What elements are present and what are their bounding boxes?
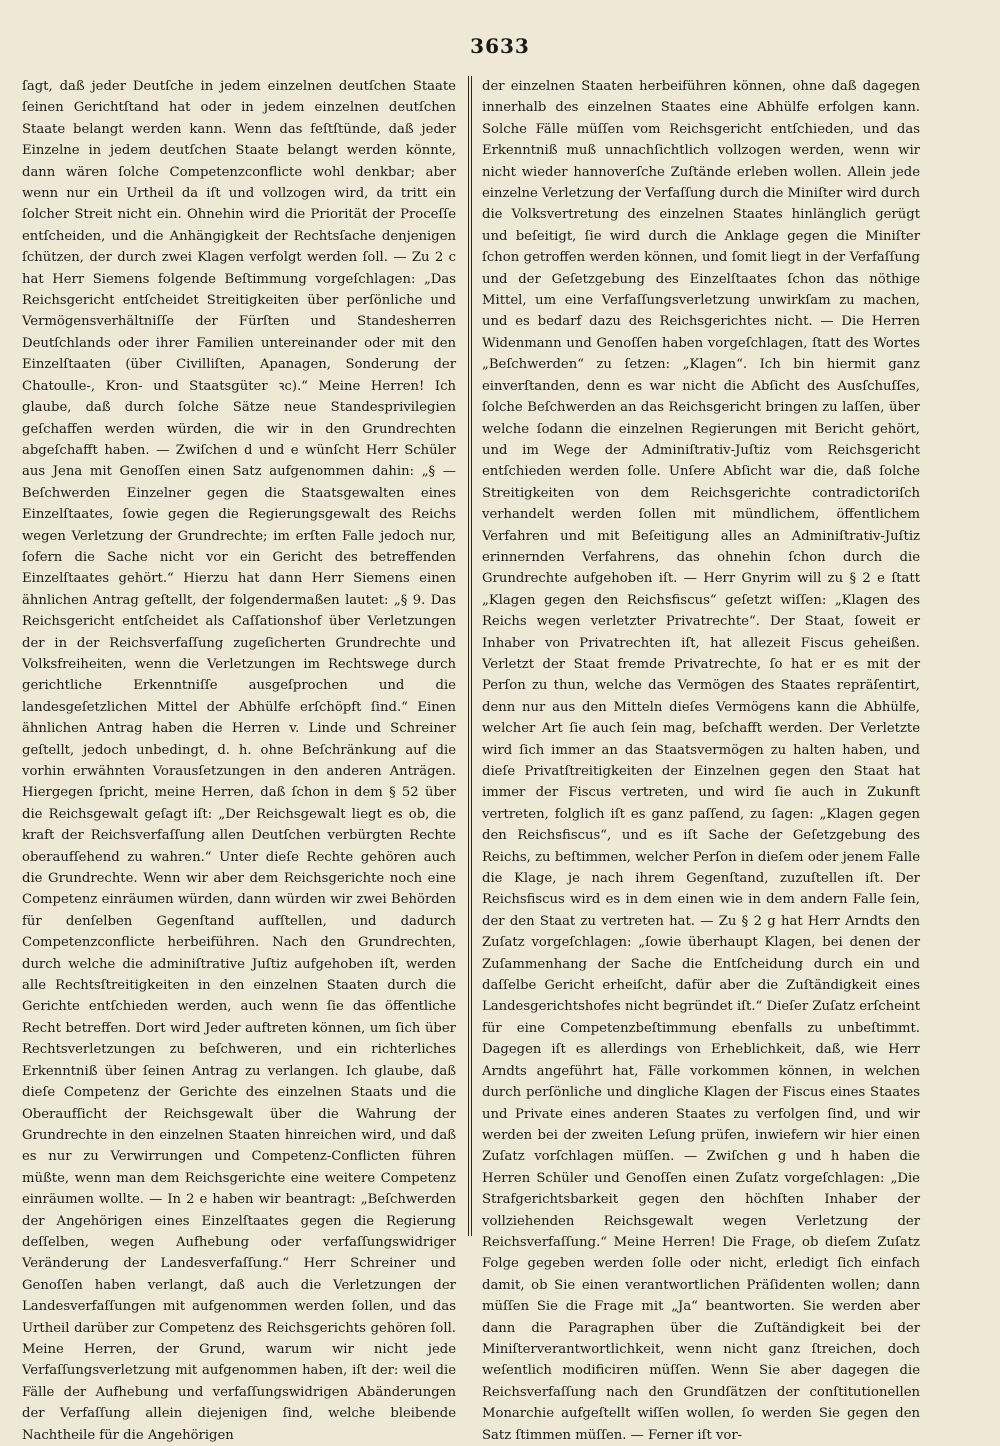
page-number: 3633 [470,34,530,58]
text-column-right [482,76,921,1443]
column-divider [468,76,472,1236]
text-column-left [22,76,456,1443]
column-right-text: der einzelnen Staaten herbeiführen können, ohne daß dagegen innerhalb des einzelnen Staates eine Abhülfe erfolgen kann. Solche Fälle müſſen vom Reichsgericht entſchieden, und das Erkenntniß muß unnachſichtlich vollzogen werden, wenn wir nicht wieder hannoverſche Zuſtände erleben wollen. Allein jede einzelne Verletzung der Verfaſſung durch die Miniſter wird durch die Volksvertretung des einzelnen Staates hinlänglich gerügt und beſeitigt, ſie wird durch die Anklage gegen die Miniſter ſchon getroffen werden können, und ſomit liegt in der Verfaſſung und der Geſetzgebung des Einzelſtaates ſchon das nöthige Mittel, um eine Verfaſſungsverletzung unwirkſam zu machen, und es bedarf dazu des Reichsgerichtes nicht. — Die Herren Widenmann und Genoſſen haben vorgeſchlagen, ſtatt des Wortes „Beſchwerden“ zu ſetzen: „Klagen“. Ich bin hiermit ganz einverſtanden, denn es war nicht die Abſicht des Ausſchuſſes, ſolche Beſchwerden an das Reichsgericht bringen zu laſſen, über welche ſodann die einzelnen Regierungen mit Bericht gehört, und im Wege der Adminiſtrativ-Juſtiz vom Reichsgericht entſchieden werden ſolle. Unſere Abſicht war die, daß ſolche Streitigkeiten von dem Reichsgerichte contradictoriſch verhandelt werden ſollen mit mündlichem, öffentlichem Verfahren und mit Beſeitigung alles an Adminiſtrativ-Juſtiz erinnernden Verfahrens, das ohnehin ſchon durch die Grundrechte aufgehoben iſt. — Herr Gnyrim will zu § 2 e ſtatt „Klagen gegen den Reichsfiscus“ geſetzt wiſſen: „Klagen des Reichs wegen verletzter Privatrechte“. Der Staat, ſoweit er Inhaber von Privatrechten iſt, hat allezeit Fiscus geheißen. Verletzt der Staat fremde Privatrechte, ſo hat er es mit der Perſon zu thun, welche das Vermögen des Staates repräſentirt, denn nur aus den Mitteln dieſes Vermögens kann die Abhülfe, welcher Art ſie auch ſein mag, beſchafft werden. Der Verletzte wird ſich immer an das Staatsvermögen zu halten haben, und dieſe Privatſtreitigkeiten der Einzelnen gegen den Staat hat immer der Fiscus vertreten, und wird ſie auch in Zukunft vertreten, folglich iſt es ganz paſſend, zu ſagen: „Klagen gegen den Reichsfiscus“, und es iſt Sache der Geſetzgebung des Reichs, zu beſtimmen, welcher Perſon in dieſem oder jenem Falle die Klage, je nach ihrem Gegenſtand, zuzuſtellen iſt. Der Reichsfiscus wird es in dem einen wie in dem andern Falle ſein, der den Staat zu vertreten hat. — Zu § 2 g hat Herr Arndts den Zuſatz vorgeſchlagen: „ſowie überhaupt Klagen, bei denen der Zuſammenhang der Sache die Entſcheidung durch ein und daſſelbe Gericht erheiſcht, dafür aber die Zuſtändigkeit eines Landesgerichtshofes nicht begründet iſt.“ Dieſer Zuſatz erſcheint für eine Competenzbeſtimmung ebenfalls zu unbeſtimmt. Dagegen iſt es allerdings von Erheblichkeit, daß, wie Herr Arndts angeführt hat, Fälle vorkommen können, in welchen durch perſönliche und dingliche Klagen der Fiscus eines Staates und Private eines anderen Staates zu verfolgen ſind, und wir werden bei der zweiten Leſung prüfen, inwiefern wir hier einen Zuſatz vorſchlagen müſſen. — Zwiſchen g und h haben die Herren Schüler und Genoſſen einen Zuſatz vorgeſchlagen: „Die Strafgerichtsbarkeit gegen den höchſten Inhaber der vollziehenden Reichsgewalt wegen Verletzung der Reichsverfaſſung.“ Meine Herren! Die Frage, ob dieſem Zuſatz Folge gegeben werden ſolle oder nicht, erledigt ſich einfach damit, ob Sie einen verantwortlichen Präſidenten wollen; dann müſſen Sie die Frage mit „Ja“ beantworten. Sie werden aber dann die Paragraphen über die Zuſtändigkeit bei der Miniſterverantwortlichkeit, wenn nicht ganz ſtreichen, doch weſentlich modificiren müſſen. Wenn Sie aber dagegen die Reichsverfaſſung nach den Grundſätzen der conſtitutionellen Monarchie aufgeſtellt wiſſen wollen, ſo werden Sie gegen den Satz ſtimmen müſſen. — Ferner iſt vor- [482,79,921,1443]
column-left-text: ſagt, daß jeder Deutſche in jedem einzelnen deutſchen Staate ſeinen Gerichtſtand hat oder in jedem einzelnen deutſchen Staate belangt werden kann. Wenn das feſtſtünde, daß jeder Einzelne in jedem deutſchen Staate belangt werden könnte, dann wären ſolche Competenzconflicte wohl denkbar; aber wenn nur ein Urtheil da iſt und vollzogen wird, da tritt ein ſolcher Streit nicht ein. Ohnehin wird die Priorität der Proceſſe entſcheiden, und die Anhängigkeit der Rechtsſache denjenigen ſchützen, der durch zwei Klagen verfolgt werden ſoll. — Zu 2 c hat Herr Siemens folgende Beſtimmung vorgeſchlagen: „Das Reichsgericht entſcheidet Streitigkeiten über perſönliche und Vermögensverhältniſſe der Fürſten und Standesherren Deutſchlands oder ihrer Familien untereinander oder mit den Einzelſtaaten (über Civilliſten, Apanagen, Sonderung der Chatoulle-, Kron- und Staatsgüter ꝛc).“ Meine Herren! Ich glaube, daß durch ſolche Sätze neue Standesprivilegien geſchaffen werden würden, die wir in den Grundrechten abgeſchafft haben. — Zwiſchen d und e wünſcht Herr Schüler aus Jena mit Genoſſen einen Satz aufgenommen dahin: „§ — Beſchwerden Einzelner gegen die Staatsgewalten eines Einzelſtaates, ſowie gegen die Regierungsgewalt des Reichs wegen Verletzung der Grundrechte; im erſten Falle jedoch nur, ſofern die Sache nicht vor ein Gericht des betreffenden Einzelſtaates gehört.“ Hierzu hat dann Herr Siemens einen ähnlichen Antrag geſtellt, der folgendermaßen lautet: „§ 9. Das Reichsgericht entſcheidet als Caſſationshof über Verletzungen der in der Reichsverfaſſung zugeſicherten Grundrechte und Volksfreiheiten, wenn die Verletzungen im Rechtswege durch gerichtliche Erkenntniſſe ausgeſprochen und die landesgeſetzlichen Mittel der Abhülfe erſchöpft ſind.“ Einen ähnlichen Antrag haben die Herren v. Linde und Schreiner geſtellt, jedoch unbedingt, d. h. ohne Beſchränkung auf die vorhin erwähnten Vorausſetzungen in den anderen Anträgen. Hiergegen ſpricht, meine Herren, daß ſchon in dem § 52 über die Reichsgewalt geſagt iſt: „Der Reichsgewalt liegt es ob, die kraft der Reichsverfaſſung allen Deutſchen verbürgten Rechte oberaufſehend zu wahren.“ Unter dieſe Rechte gehören auch die Grundrechte. Wenn wir aber dem Reichsgerichte noch eine Competenz einräumen würden, dann würden wir zwei Behörden für denſelben Gegenſtand aufſtellen, und dadurch Competenzconflicte herbeiführen. Nach den Grundrechten, durch welche die adminiſtrative Juſtiz aufgehoben iſt, werden alle Rechtsſtreitigkeiten in den einzelnen Staaten durch die Gerichte entſchieden werden, auch wenn ſie das öffentliche Recht betreffen. Dort wird Jeder auftreten können, um ſich über Rechtsverletzungen zu beſchweren, und ein richterliches Erkenntniß über ſeinen Antrag zu verlangen. Ich glaube, daß dieſe Competenz der Gerichte des einzelnen Staats und die Oberaufſicht der Reichsgewalt über die Wahrung der Grundrechte in den einzelnen Staaten hinreichen wird, und daß es nur zu Verwirrungen und Competenz-Conflicten führen müßte, wenn man dem Reichsgerichte eine weitere Competenz einräumen wollte. — In 2 e haben wir beantragt: „Beſchwerden der Angehörigen eines Einzelſtaates gegen die Regierung deſſelben, wegen Aufhebung oder verfaſſungswidriger Veränderung der Landesverfaſſung.“ Herr Schreiner und Genoſſen haben verlangt, daß auch die Verletzungen der Landesverfaſſungen mit aufgenommen werden ſollen, und das Urtheil darüber zur Competenz des Reichsgerichts gehören ſoll. Meine Herren, der Grund, warum wir nicht jede Verfaſſungsverletzung mit aufgenommen haben, iſt der: weil die Fälle der Aufhebung und verfaſſungswidrigen Abänderungen der Verfaſſung allein diejenigen ſind, welche bleibende Nachtheile für die Angehörigen [22,79,456,1443]
